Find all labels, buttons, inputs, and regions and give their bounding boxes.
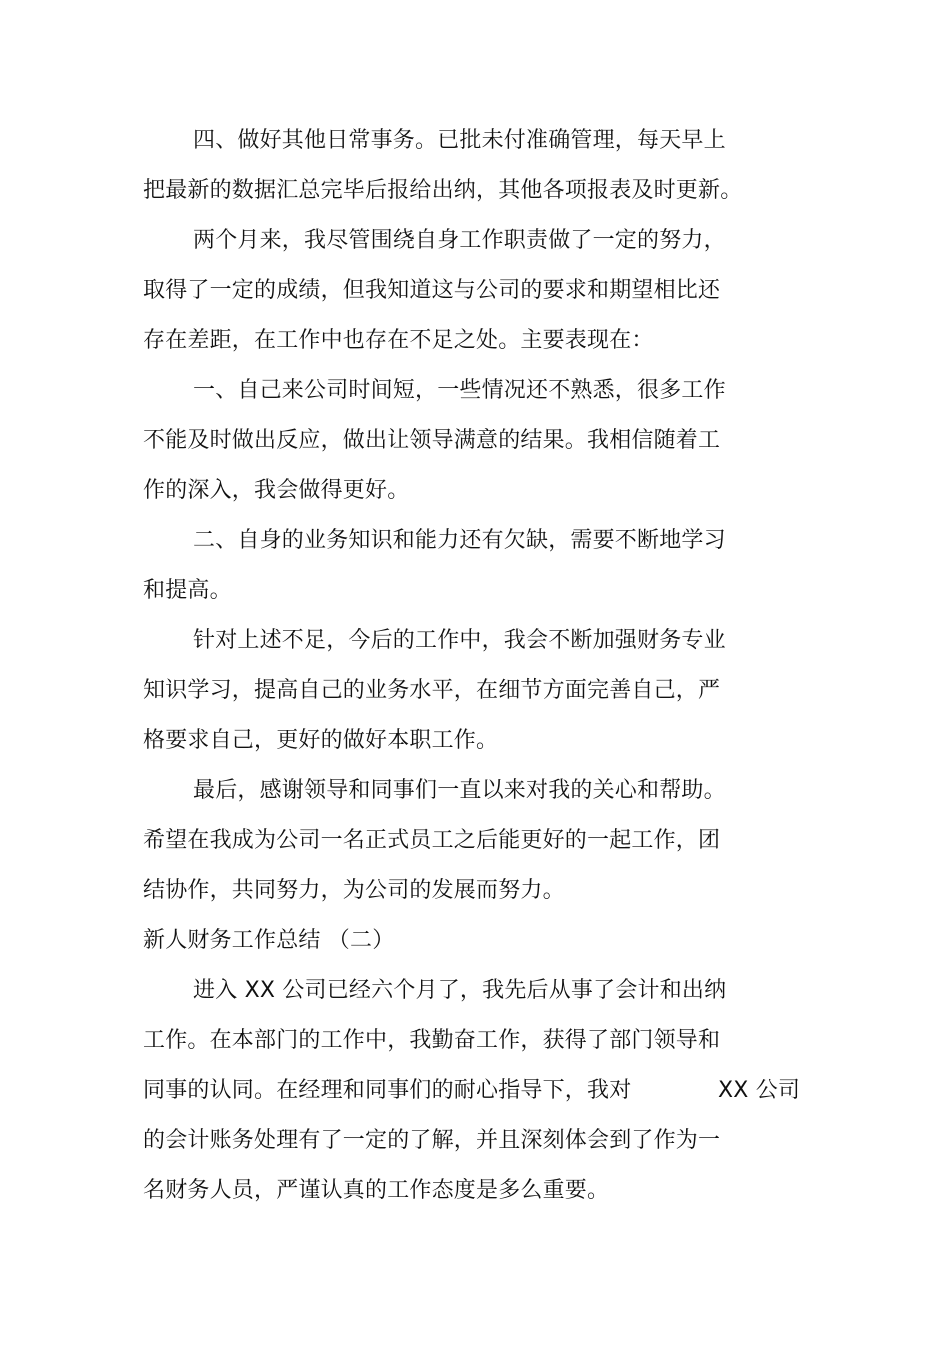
paragraph-line: 希望在我成为公司一名正式员工之后能更好的一起工作，团 (143, 828, 721, 853)
paragraph-line: 名财务人员，严谨认真的工作态度是多么重要。 (143, 1178, 610, 1203)
paragraph-line: 的会计账务处理有了一定的了解，并且深刻体会到了作为一 (143, 1128, 721, 1153)
paragraph-line: 最后，感谢领导和同事们一直以来对我的关心和帮助。 (193, 778, 726, 803)
paragraph-line: 和提高。 (143, 578, 232, 603)
paragraph-line: 针对上述不足，今后的工作中，我会不断加强财务专业 (193, 628, 726, 653)
paragraph-line: 同事的认同。在经理和同事们的耐心指导下，我对 (143, 1078, 632, 1103)
paragraph-line: 不能及时做出反应，做出让领导满意的结果。我相信随着工 (143, 428, 721, 453)
paragraph-line: 二、自身的业务知识和能力还有欠缺，需要不断地学习 (193, 528, 726, 553)
paragraph-line: 一、自己来公司时间短，一些情况还不熟悉，很多工作 (193, 378, 726, 403)
paragraph-line: 结协作，共同努力，为公司的发展而努力。 (143, 878, 565, 903)
paragraph-line: 知识学习，提高自己的业务水平，在细节方面完善自己，严 (143, 678, 721, 703)
paragraph-line: 格要求自己，更好的做好本职工作。 (143, 728, 499, 753)
paragraph-line: 取得了一定的成绩，但我知道这与公司的要求和期望相比还 (143, 278, 721, 303)
paragraph-line: 工作。在本部门的工作中，我勤奋工作，获得了部门领导和 (143, 1028, 721, 1053)
paragraph-line: 四、做好其他日常事务。已批未付准确管理，每天早上 (193, 128, 726, 153)
paragraph-line-fragment: XX 公司 (718, 1078, 801, 1103)
paragraph-line: 作的深入，我会做得更好。 (143, 478, 410, 503)
paragraph-line: 把最新的数据汇总完毕后报给出纳，其他各项报表及时更新。 (143, 178, 743, 203)
paragraph-line: 进入 XX 公司已经六个月了，我先后从事了会计和出纳 (193, 978, 727, 1003)
paragraph-line: 存在差距，在工作中也存在不足之处。主要表现在： (143, 328, 654, 353)
paragraph-line: 两个月来，我尽管围绕自身工作职责做了一定的努力， (193, 228, 726, 253)
section-heading: 新人财务工作总结 （二） (143, 928, 395, 953)
